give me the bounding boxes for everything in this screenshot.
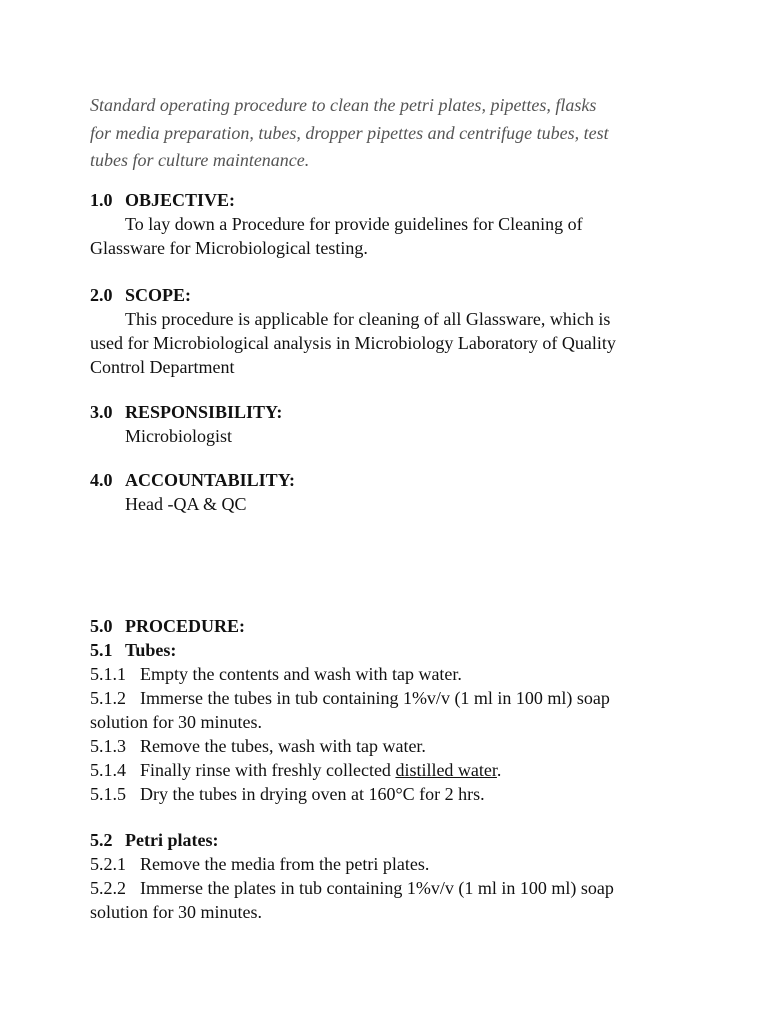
section-accountability <box>90 468 710 516</box>
intro-line: Standard operating procedure to clean the petri plates, pipettes, flasks <box>90 95 597 115</box>
section-number: 3.0 <box>90 402 113 422</box>
distilled-water-link[interactable]: distilled water <box>395 760 497 780</box>
intro-line: tubes for culture maintenance. <box>90 150 310 170</box>
section-title: OBJECTIVE: <box>125 190 236 210</box>
procedure-step <box>90 734 710 758</box>
step-number: 5.1.4 <box>90 760 126 780</box>
section-responsibility <box>90 400 710 448</box>
step-text: Remove the media from the petri plates. <box>140 854 430 874</box>
section-objective <box>90 188 710 260</box>
section-number: 5.0 <box>90 616 113 636</box>
subsection-heading <box>90 638 710 662</box>
step-continuation: solution for 30 minutes. <box>90 902 262 922</box>
document-intro <box>90 92 710 175</box>
subsection-title: Petri plates: <box>125 830 219 850</box>
step-text: Empty the contents and wash with tap water. <box>140 664 462 684</box>
step-number: 5.2.2 <box>90 878 126 898</box>
procedure-step <box>90 758 710 782</box>
step-continuation: solution for 30 minutes. <box>90 712 262 732</box>
step-text-end: . <box>496 760 502 780</box>
section-text: Microbiologist <box>125 426 232 446</box>
subsection-number: 5.1 <box>90 640 113 660</box>
section-number: 4.0 <box>90 470 113 490</box>
section-heading <box>90 614 710 638</box>
section-title: ACCOUNTABILITY: <box>125 470 296 490</box>
section-title: PROCEDURE: <box>125 616 245 636</box>
step-text: Immerse the tubes in tub containing 1%v/v (1 ml in 100 ml) soap <box>140 688 610 708</box>
subsection-number: 5.2 <box>90 830 113 850</box>
section-text: Glassware for Microbiological testing. <box>90 238 368 258</box>
section-title: SCOPE: <box>125 285 192 305</box>
section-text: Head -QA & QC <box>125 494 247 514</box>
section-heading <box>90 468 710 492</box>
subsection-heading <box>90 828 710 852</box>
section-heading <box>90 400 710 424</box>
step-number: 5.2.1 <box>90 854 126 874</box>
procedure-step <box>90 782 710 806</box>
procedure-step <box>90 662 710 686</box>
section-text: This procedure is applicable for cleaning of all Glassware, which is <box>125 309 611 329</box>
section-heading <box>90 188 710 212</box>
step-text: Remove the tubes, wash with tap water. <box>140 736 426 756</box>
step-number: 5.1.1 <box>90 664 126 684</box>
step-number: 5.1.2 <box>90 688 126 708</box>
procedure-step <box>90 876 710 900</box>
step-text: Finally rinse with freshly collected <box>140 760 396 780</box>
section-text: used for Microbiological analysis in Microbiology Laboratory of Quality <box>90 333 616 353</box>
subsection-title: Tubes: <box>125 640 177 660</box>
section-heading <box>90 283 710 307</box>
section-text: To lay down a Procedure for provide guidelines for Cleaning of <box>125 214 583 234</box>
section-title: RESPONSIBILITY: <box>125 402 283 422</box>
intro-line: for media preparation, tubes, dropper pipettes and centrifuge tubes, test <box>90 122 609 143</box>
section-procedure <box>90 614 710 806</box>
section-petri-plates <box>90 828 710 924</box>
step-number: 5.1.5 <box>90 784 126 804</box>
procedure-step <box>90 852 710 876</box>
procedure-step <box>90 686 710 710</box>
step-text: Dry the tubes in drying oven at 160°C for 2 hrs. <box>140 784 485 804</box>
step-number: 5.1.3 <box>90 736 126 756</box>
section-number: 1.0 <box>90 190 113 210</box>
section-scope <box>90 283 710 379</box>
step-text: Immerse the plates in tub containing 1%v/v (1 ml in 100 ml) soap <box>140 878 614 898</box>
section-text: Control Department <box>90 357 235 377</box>
section-number: 2.0 <box>90 285 113 305</box>
